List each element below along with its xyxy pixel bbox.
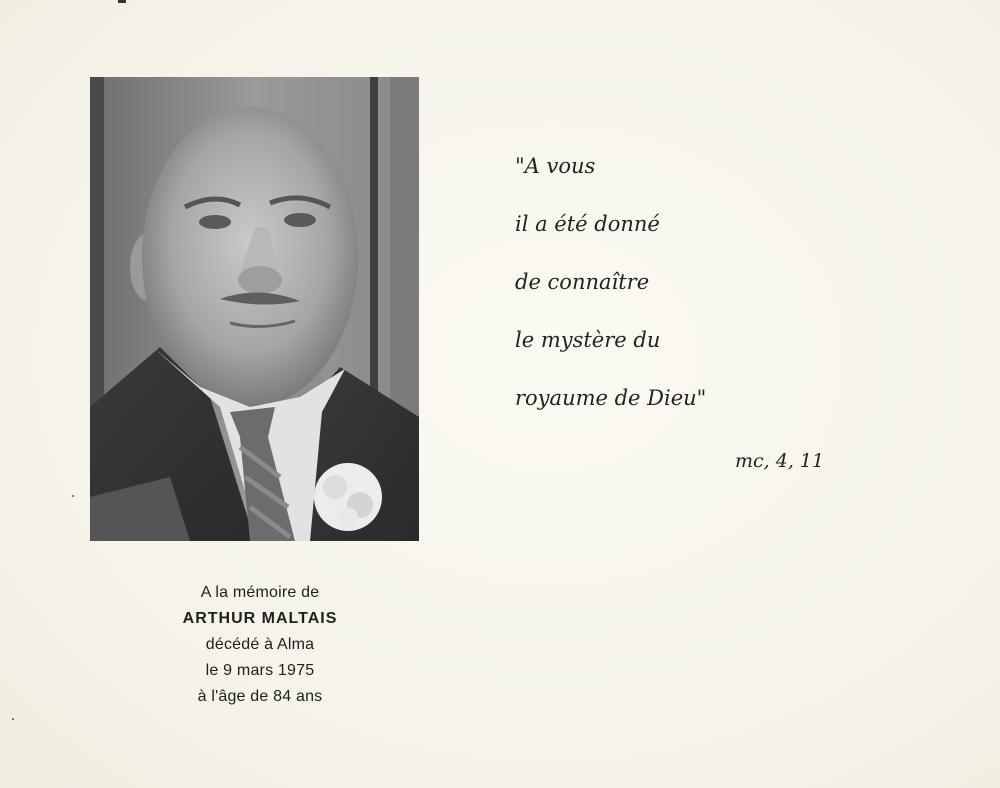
death-date: le 9 mars 1975 [205,662,315,679]
memorial-intro: A la mémoire de [200,584,320,601]
death-place: décédé à Alma [205,636,315,653]
deceased-name: ARTHUR MALTAIS [182,610,338,627]
paper-speck [72,495,74,497]
paper-speck [12,718,14,720]
quote-line: le mystère du [515,328,661,352]
scripture-quote [515,142,875,472]
quote-line: royaume de Dieu" [515,386,707,410]
quote-line: il a été donné [515,212,660,236]
memorial-text [120,580,400,710]
portrait-photo [90,77,419,541]
quote-line: "A vous [515,154,596,178]
quote-line: de connaître [515,270,650,294]
edge-mark [118,0,126,3]
quote-reference: mc, 4, 11 [735,450,825,472]
age-at-death: à l'âge de 84 ans [197,688,323,705]
